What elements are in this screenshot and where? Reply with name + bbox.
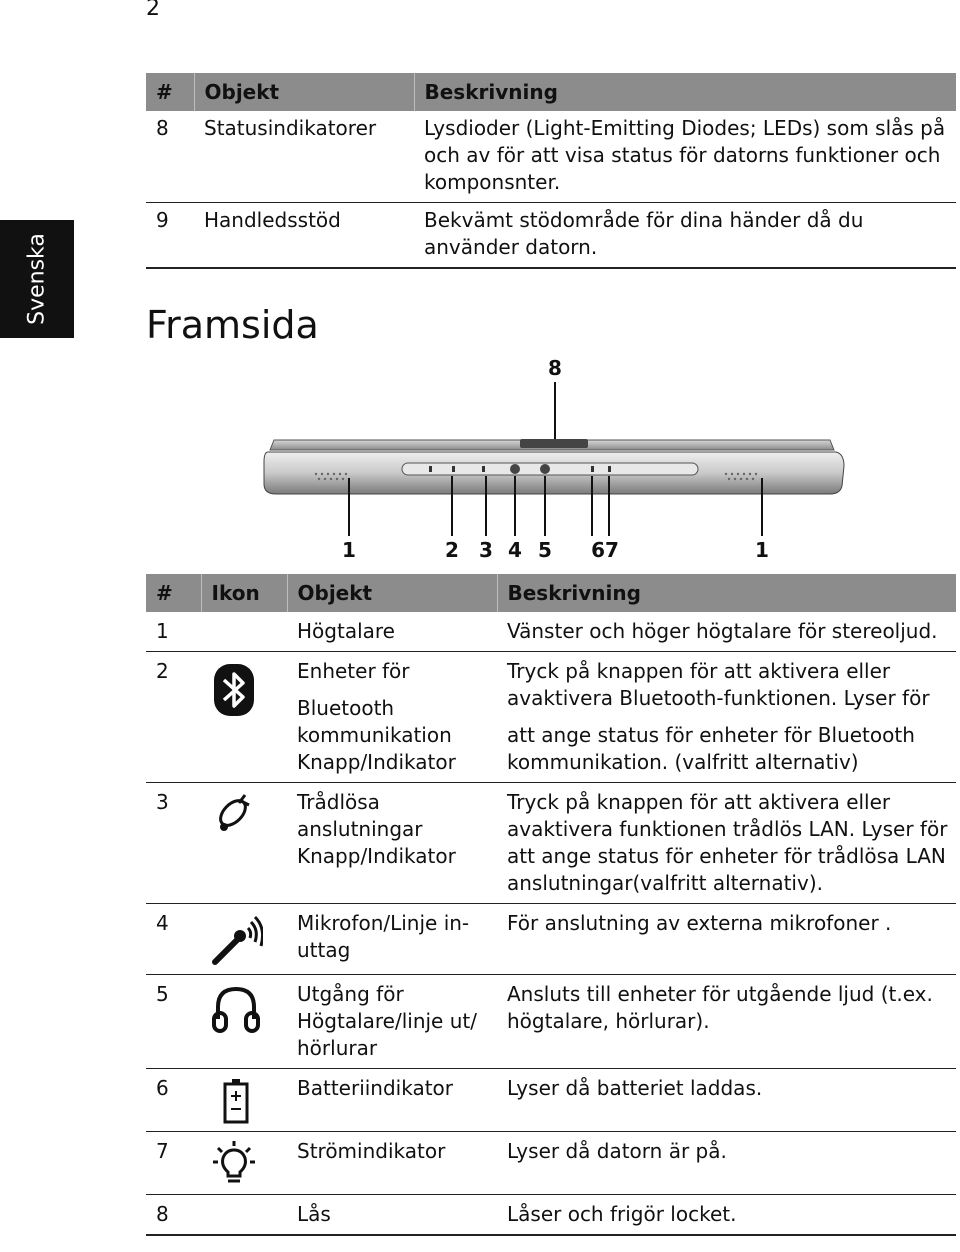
power-light-icon: [211, 1140, 257, 1188]
row-icon: [201, 783, 287, 904]
row-icon: [201, 1069, 287, 1132]
row-description: Bekvämt stödområde för dina händer då du använder datorn.: [414, 203, 956, 269]
row-object-line-1: Enheter för: [297, 659, 410, 683]
row-object: Statusindikatorer: [194, 111, 414, 203]
row-icon: [201, 612, 287, 652]
table-row: [146, 1069, 956, 1132]
wireless-icon: [211, 791, 259, 839]
row-description: Vänster och höger högtalare för stereoljud.: [497, 612, 956, 652]
row-object: Trådlösa anslutningar Knapp/Indikator: [287, 783, 497, 904]
table-row: [146, 1132, 956, 1195]
header-icon: Ikon: [201, 574, 287, 612]
callout-microphone: 4: [508, 538, 522, 562]
front-components-table: [146, 574, 956, 1236]
headphones-icon: [211, 983, 261, 1035]
table-row: [146, 783, 956, 904]
battery-icon: [221, 1077, 251, 1125]
row-icon: [201, 975, 287, 1069]
microphone-icon: [211, 912, 263, 968]
header-object: Objekt: [287, 574, 497, 612]
table-row: [146, 111, 956, 203]
laptop-front-figure: [146, 350, 956, 570]
table-row: [146, 1195, 956, 1236]
row-number: 3: [146, 783, 201, 904]
callout-bluetooth: 2: [445, 538, 459, 562]
row-number: 6: [146, 1069, 201, 1132]
table-row: [146, 975, 956, 1069]
language-tab: [0, 220, 74, 338]
row-number: 9: [146, 203, 194, 269]
table-row: [146, 652, 956, 783]
row-object: Högtalare: [287, 612, 497, 652]
row-description: Låser och frigör locket.: [497, 1195, 956, 1236]
row-description-part-2: att ange status för enheter för Bluetooth kommunikation. (valfritt alternativ): [507, 723, 915, 774]
callout-top: 8: [548, 356, 562, 380]
callout-headphones: 5: [538, 538, 552, 562]
callout-battery-power: 67: [591, 538, 619, 562]
table-row: [146, 612, 956, 652]
row-number: 8: [146, 111, 194, 203]
table-row: [146, 203, 956, 269]
table-row: [146, 904, 956, 975]
laptop-front-illustration: [146, 350, 956, 570]
row-number: 5: [146, 975, 201, 1069]
row-description: Lyser då batteriet laddas.: [497, 1069, 956, 1132]
row-object: Utgång för Högtalare/linje ut/ hörlurar: [287, 975, 497, 1069]
callout-wireless: 3: [479, 538, 493, 562]
section-title: Framsida: [146, 303, 319, 347]
row-icon: [201, 1195, 287, 1236]
row-number: 8: [146, 1195, 201, 1236]
header-description: Beskrivning: [414, 73, 956, 111]
row-icon: [201, 1132, 287, 1195]
callout-speaker-right: 1: [755, 538, 769, 562]
row-number: 2: [146, 652, 201, 783]
row-number: 1: [146, 612, 201, 652]
header-num: #: [146, 574, 201, 612]
row-number: 4: [146, 904, 201, 975]
row-object: Mikrofon/Linje in-uttag: [287, 904, 497, 975]
row-number: 7: [146, 1132, 201, 1195]
row-icon: [201, 652, 287, 783]
row-description: Tryck på knappen för att aktivera eller avaktivera funktionen trådlös LAN. Lyser för att ange status för enheter för trådlösa LAN anslutningar(valfritt alternativ).: [497, 783, 956, 904]
row-description: För anslutning av externa mikrofoner .: [497, 904, 956, 975]
row-description: Lysdioder (Light-Emitting Diodes; LEDs) som slås på och av för att visa status för datorns funktioner och komponsnter.: [414, 111, 956, 203]
header-object: Objekt: [194, 73, 414, 111]
table-header-row: [146, 574, 956, 612]
row-description-part-1: Tryck på knappen för att aktivera eller avaktivera Bluetooth-funktionen. Lyser för: [507, 659, 930, 710]
header-num: #: [146, 73, 194, 111]
row-object: Handledsstöd: [194, 203, 414, 269]
row-object: Strömindikator: [287, 1132, 497, 1195]
page-number: 2: [146, 0, 160, 21]
language-tab-label: Svenska: [24, 233, 50, 325]
table-header-row: [146, 73, 956, 111]
row-description: Ansluts till enheter för utgående ljud (t.ex. högtalare, hörlurar).: [497, 975, 956, 1069]
row-icon: [201, 904, 287, 975]
row-object: Batteriindikator: [287, 1069, 497, 1132]
callout-speaker-left: 1: [342, 538, 356, 562]
status-table: [146, 73, 956, 269]
header-description: Beskrivning: [497, 574, 956, 612]
row-description: [497, 652, 956, 783]
bluetooth-icon: [211, 660, 257, 720]
row-object: [287, 652, 497, 783]
row-object: Lås: [287, 1195, 497, 1236]
row-description: Lyser då datorn är på.: [497, 1132, 956, 1195]
row-object-line-2: Bluetooth kommunikation Knapp/Indikator: [297, 696, 456, 774]
